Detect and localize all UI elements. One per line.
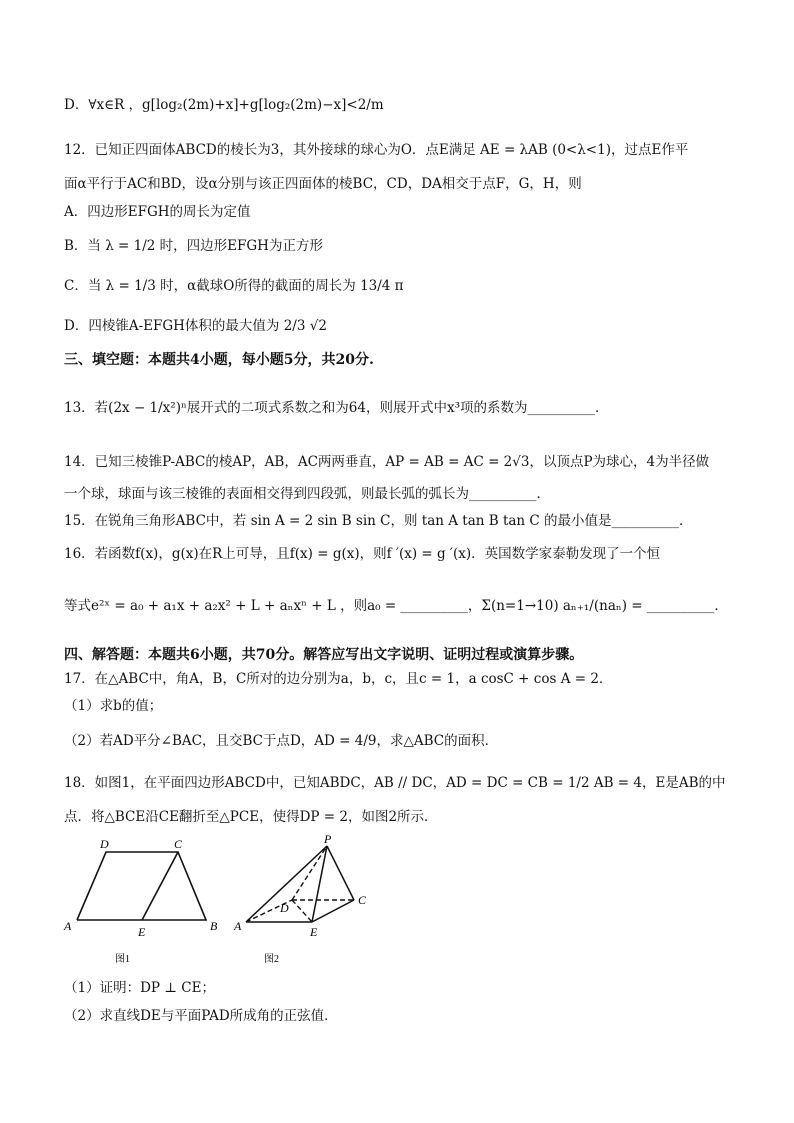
option-d-q12: D．四棱锥A-EFGH体积的最大值为 2/3 √2 bbox=[64, 318, 327, 334]
figure-1-caption: 图1 bbox=[115, 954, 130, 965]
question-17: 17．在△ABC中，角A，B，C所对的边分别为a，b，c，且c = 1，a cosC + cos A = 2． bbox=[64, 671, 613, 687]
figure-1-label-b: B bbox=[210, 919, 218, 933]
question-17-part-1: （1）求b的值； bbox=[64, 698, 163, 714]
option-b-q12: B．当 λ = 1/2 时，四边形EFGH为正方形 bbox=[64, 238, 323, 254]
figure-2 bbox=[230, 834, 380, 968]
question-18-part-2: （2）求直线DE与平面PAD所成角的正弦值． bbox=[64, 1008, 338, 1024]
section-3-heading: 三、填空题：本题共4小题，每小题5分，共20分. bbox=[64, 352, 374, 368]
question-16: 16．若函数f(x)，g(x)在R上可导，且f(x) = g(x)，则f ′(x) = g ′(x)．英国数学家泰勒发现了一个恒 bbox=[64, 546, 661, 562]
figure-2-label-p: P bbox=[324, 834, 332, 846]
figure-2-label-c: C bbox=[358, 893, 367, 907]
question-12-stem-cont: 面α平行于AC和BD，设α分别与该正四面体的棱BC，CD，DA相交于点F，G，H，则 bbox=[64, 176, 582, 192]
question-15: 15．在锐角三角形ABC中，若 sin A = 2 sin B sin C，则 tan A tan B tan C 的最小值是__________． bbox=[64, 513, 693, 529]
option-a-q12: A．四边形EFGH的周长为定值 bbox=[64, 204, 251, 220]
question-14-cont: 一个球，球面与该三棱锥的表面相交得到四段弧，则最长弧的弧长为__________． bbox=[64, 486, 550, 502]
option-d-q11: D．∀x∈R ，g[log₂(2m)+x]+g[log₂(2m)−x]<2/m bbox=[64, 97, 384, 113]
figure-1-label-a: A bbox=[64, 919, 72, 933]
question-18: 18．如图1，在平面四边形ABCD中，已知ABDC，AB // DC，AD = DC = CB = 1/2 AB = 4，E是AB的中 bbox=[64, 775, 726, 791]
figure-2-label-a: A bbox=[234, 919, 242, 933]
figure-2-caption: 图2 bbox=[264, 954, 279, 965]
question-17-part-2: （2）若AD平分∠BAC，且交BC于点D，AD = 4/9，求△ABC的面积． bbox=[64, 733, 499, 749]
question-14: 14．已知三棱锥P-ABC的棱AP，AB，AC两两垂直，AP = AB = AC = 2√3，以顶点P为球心，4为半径做 bbox=[64, 454, 710, 470]
question-16-cont: 等式e²ˣ = a₀ + a₁x + a₂x² + L + aₙxⁿ + L ，则a₀ = __________，Σ(n=1→10) aₙ₊₁/(naₙ) = __________． bbox=[64, 598, 728, 614]
figure-2-label-d: D bbox=[280, 901, 289, 915]
question-13: 13．若(2x − 1/x²)ⁿ展开式的二项式系数之和为64，则展开式中x³项的系数为__________． bbox=[64, 400, 609, 416]
question-18-cont: 点．将△BCE沿CE翻折至△PCE，使得DP = 2，如图2所示． bbox=[64, 809, 438, 825]
option-c-q12: C．当 λ = 1/3 时，α截球O所得的截面的周长为 13/4 π bbox=[64, 278, 404, 294]
question-12-stem: 12．已知正四面体ABCD的棱长为3，其外接球的球心为O．点E满足 AE = λAB (0<λ<1)，过点E作平 bbox=[64, 142, 689, 158]
figure-1 bbox=[60, 838, 230, 968]
figure-1-label-d: D bbox=[100, 838, 109, 851]
section-4-heading: 四、解答题：本题共6小题，共70分。解答应写出文字说明、证明过程或演算步骤。 bbox=[64, 647, 584, 663]
figure-1-label-c: C bbox=[174, 838, 183, 851]
figure-1-label-e: E bbox=[138, 925, 146, 939]
figure-2-label-e: E bbox=[310, 925, 318, 939]
question-18-part-1: （1）证明：DP ⊥ CE； bbox=[64, 980, 215, 996]
